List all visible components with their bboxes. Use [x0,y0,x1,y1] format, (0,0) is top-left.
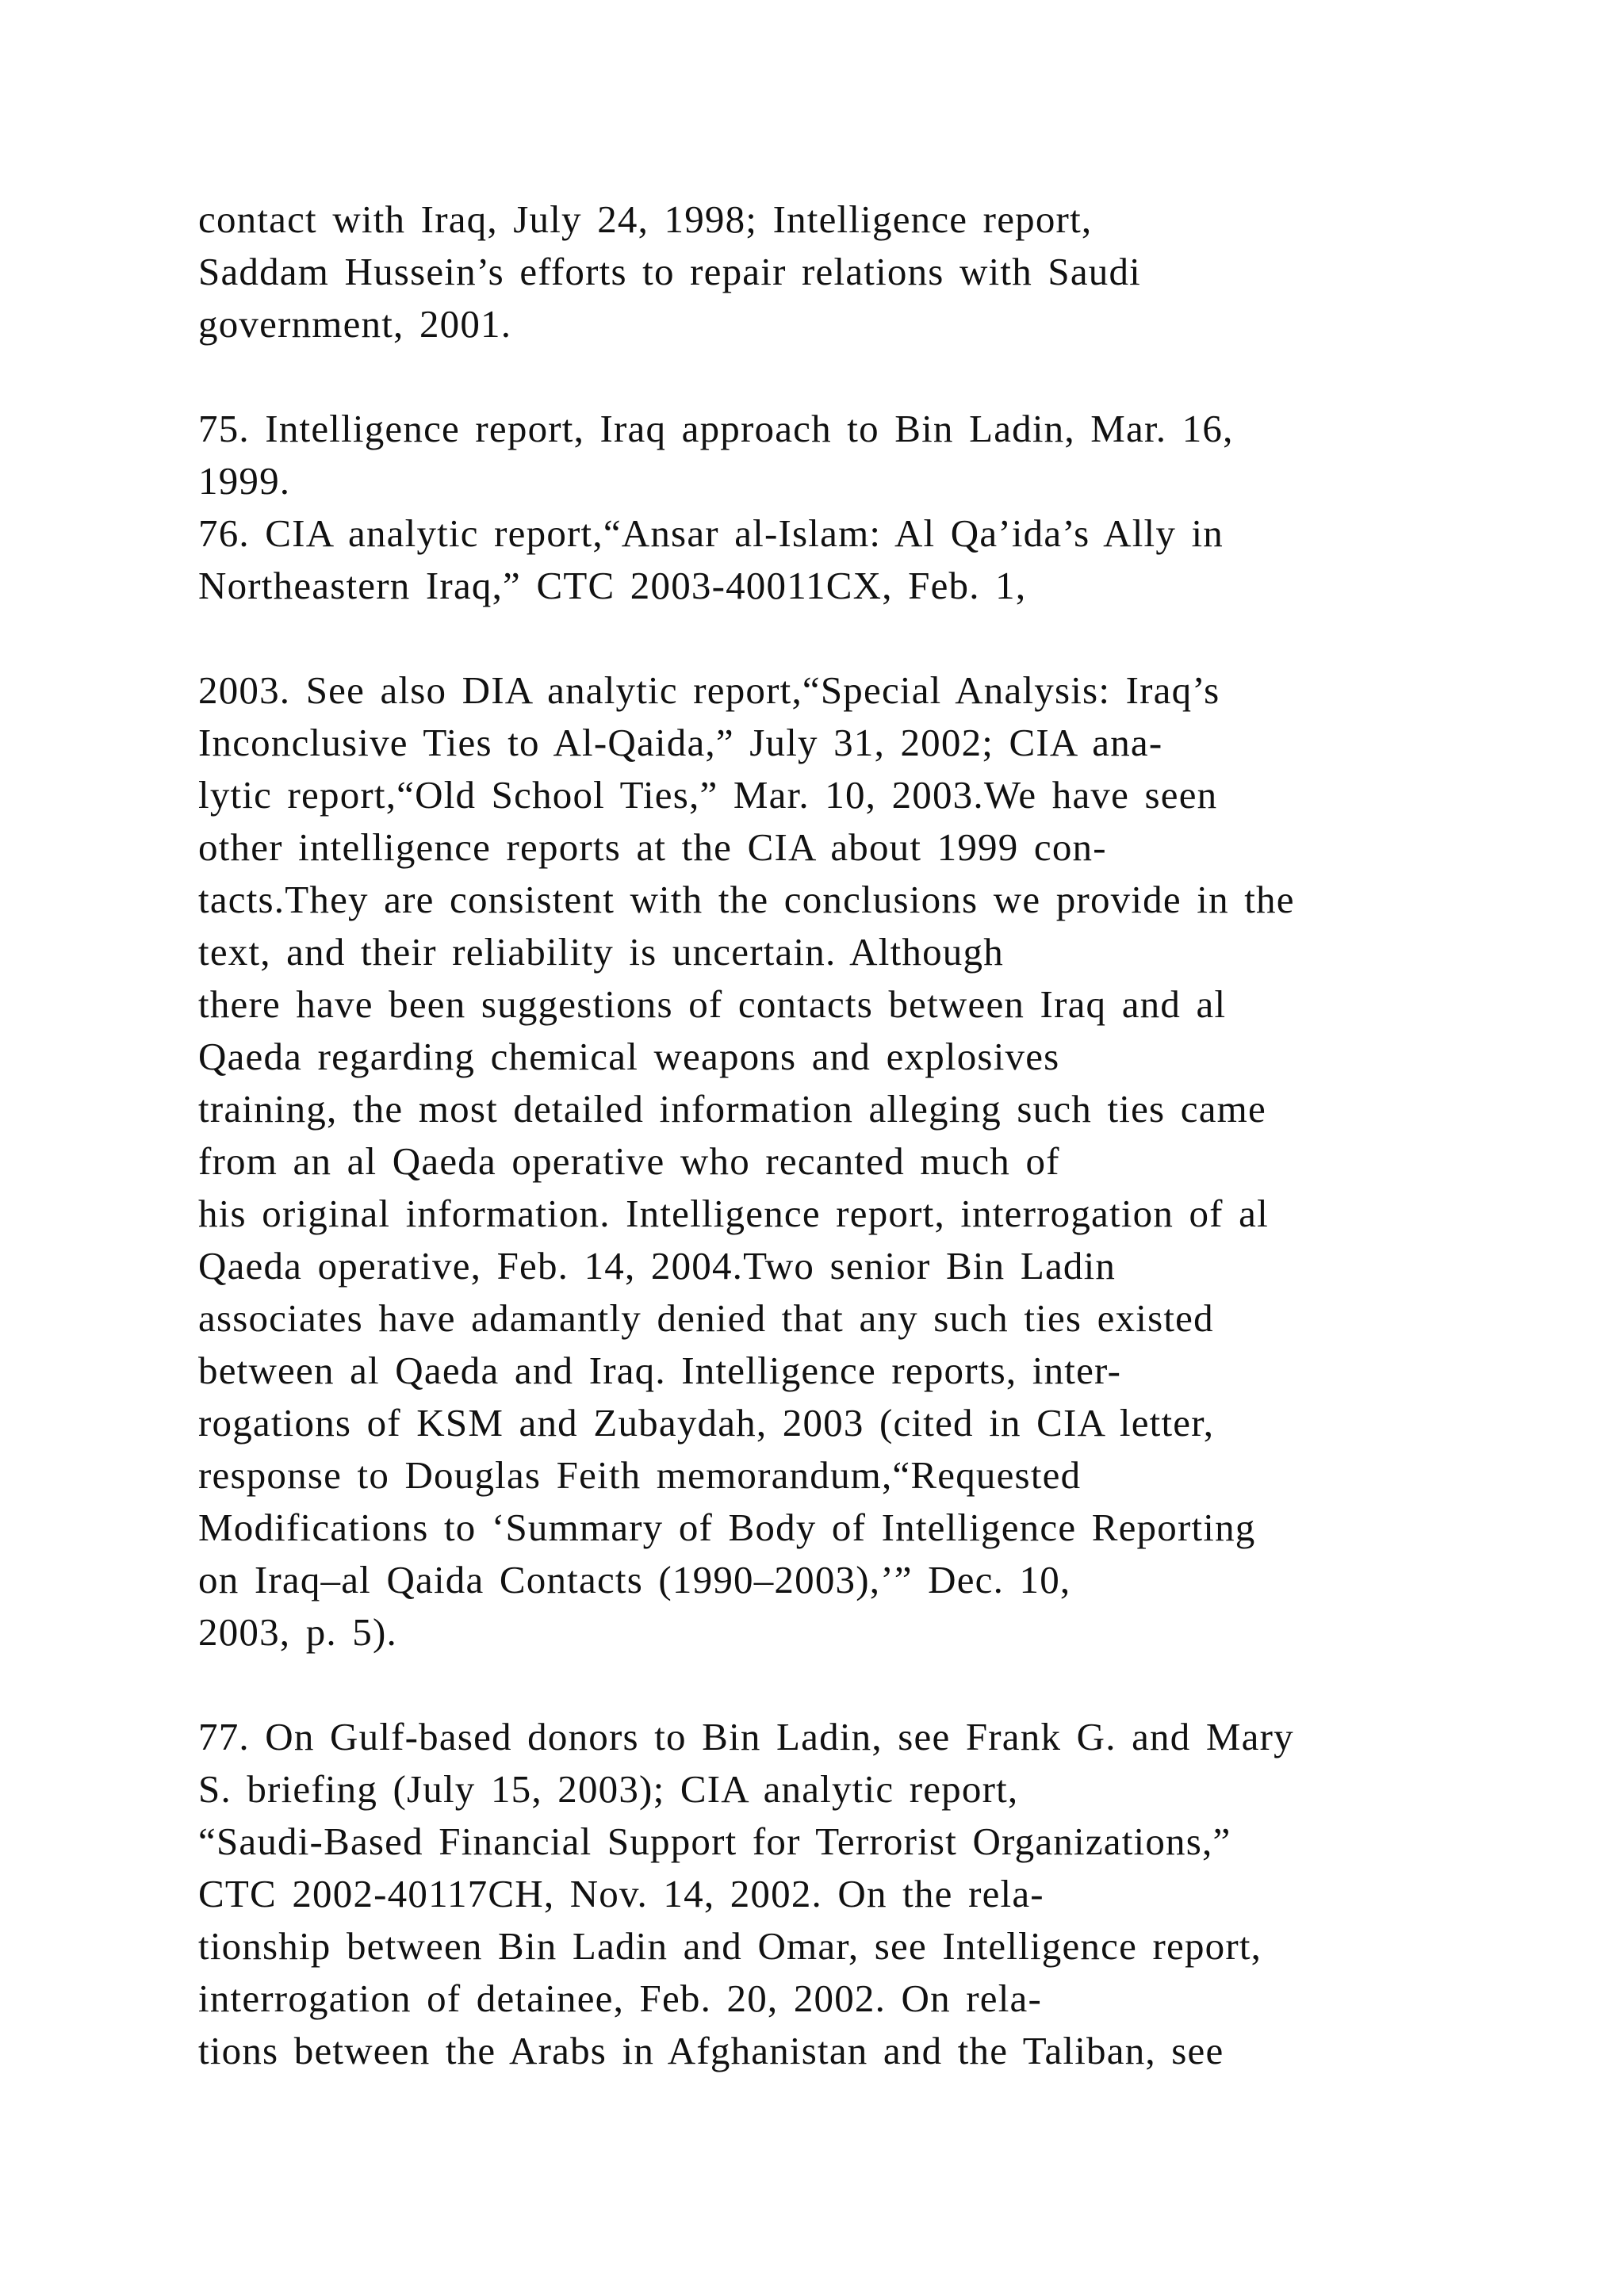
text-line: text, and their reliability is uncertain. Although [198,930,1004,974]
text-line: Qaeda regarding chemical weapons and explosives [198,1035,1060,1078]
text-line: his original information. Intelligence report, interrogation of al [198,1192,1269,1235]
text-line: rogations of KSM and Zubaydah, 2003 (cited in CIA letter, [198,1401,1215,1445]
text-line: Inconclusive Ties to Al-Qaida,” July 31, 2002; CIA ana- [198,721,1163,764]
text-line: lytic report,“Old School Ties,” Mar. 10, 2003.We have seen [198,773,1218,817]
text-line: interrogation of detainee, Feb. 20, 2002. On rela- [198,1976,1043,2020]
text-line: Modifications to ‘Summary of Body of Intelligence Reporting [198,1506,1256,1549]
text-line: other intelligence reports at the CIA about 1999 con- [198,825,1107,869]
text-line: 2003, p. 5). [198,1610,397,1654]
text-line: there have been suggestions of contacts between Iraq and al [198,982,1227,1026]
text-line: CTC 2002-40117CH, Nov. 14, 2002. On the rela- [198,1872,1044,1915]
text-line: tionship between Bin Ladin and Omar, see Intelligence report, [198,1924,1262,1968]
text-line: between al Qaeda and Iraq. Intelligence reports, inter- [198,1349,1122,1392]
text-line: response to Douglas Feith memorandum,“Requested [198,1453,1082,1497]
text-line: government, 2001. [198,302,512,346]
text-line: 1999. [198,459,291,503]
text-line: Northeastern Iraq,” CTC 2003-40011CX, Feb. 1, [198,564,1027,607]
text-line: associates have adamantly denied that any such ties existed [198,1296,1214,1340]
text-line: Saddam Hussein’s efforts to repair relations with Saudi [198,250,1141,293]
text-line: 77. On Gulf-based donors to Bin Ladin, see Frank G. and Mary [198,1715,1294,1758]
text-line: “Saudi-Based Financial Support for Terrorist Organizations,” [198,1820,1231,1863]
document-body [198,193,1594,2077]
paragraph-gap [198,612,1594,664]
text-line: 76. CIA analytic report,“Ansar al-Islam: Al Qa’ida’s Ally in [198,511,1224,555]
text-line: S. briefing (July 15, 2003); CIA analytic report, [198,1767,1019,1811]
text-line: contact with Iraq, July 24, 1998; Intelligence report, [198,197,1093,241]
text-line: 75. Intelligence report, Iraq approach to Bin Ladin, Mar. 16, [198,407,1234,450]
text-line: Qaeda operative, Feb. 14, 2004.Two senior Bin Ladin [198,1244,1116,1288]
text-line: from an al Qaeda operative who recanted much of [198,1139,1060,1183]
text-line: training, the most detailed information alleging such ties came [198,1087,1266,1131]
text-line: tacts.They are consistent with the conclusions we provide in the [198,878,1295,921]
text-line: on Iraq–al Qaida Contacts (1990–2003),’” Dec. 10, [198,1558,1071,1601]
text-line: 2003. See also DIA analytic report,“Special Analysis: Iraq’s [198,668,1220,712]
text-line: tions between the Arabs in Afghanistan and the Taliban, see [198,2029,1224,2072]
paragraph-gap [198,1659,1594,1711]
paragraph-gap [198,350,1594,403]
